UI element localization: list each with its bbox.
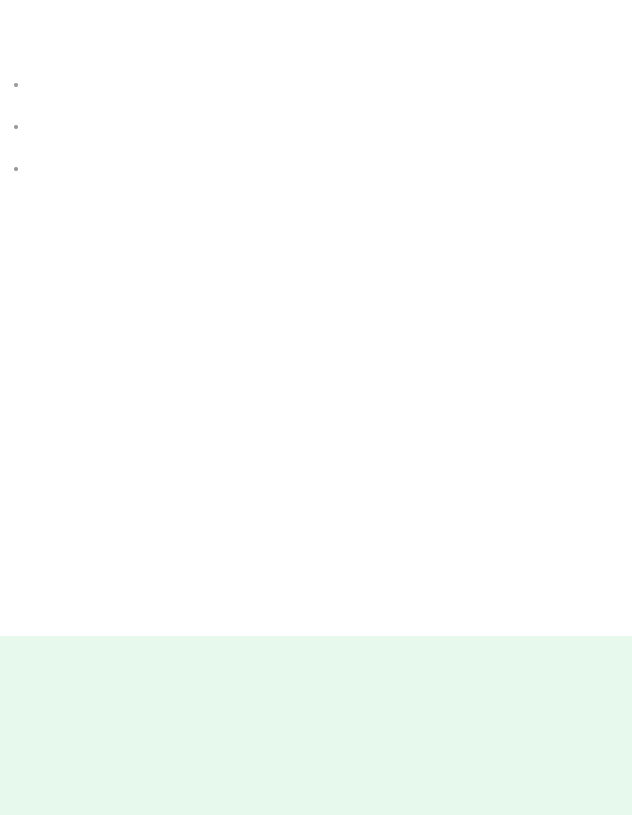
bullet-icon [14,125,18,129]
bullet-icon [14,83,18,87]
answer-highlight-block [0,636,632,815]
vocab-item [14,121,31,137]
vocab-item [14,79,31,95]
bullet-icon [14,167,18,171]
vocab-item [14,163,31,179]
